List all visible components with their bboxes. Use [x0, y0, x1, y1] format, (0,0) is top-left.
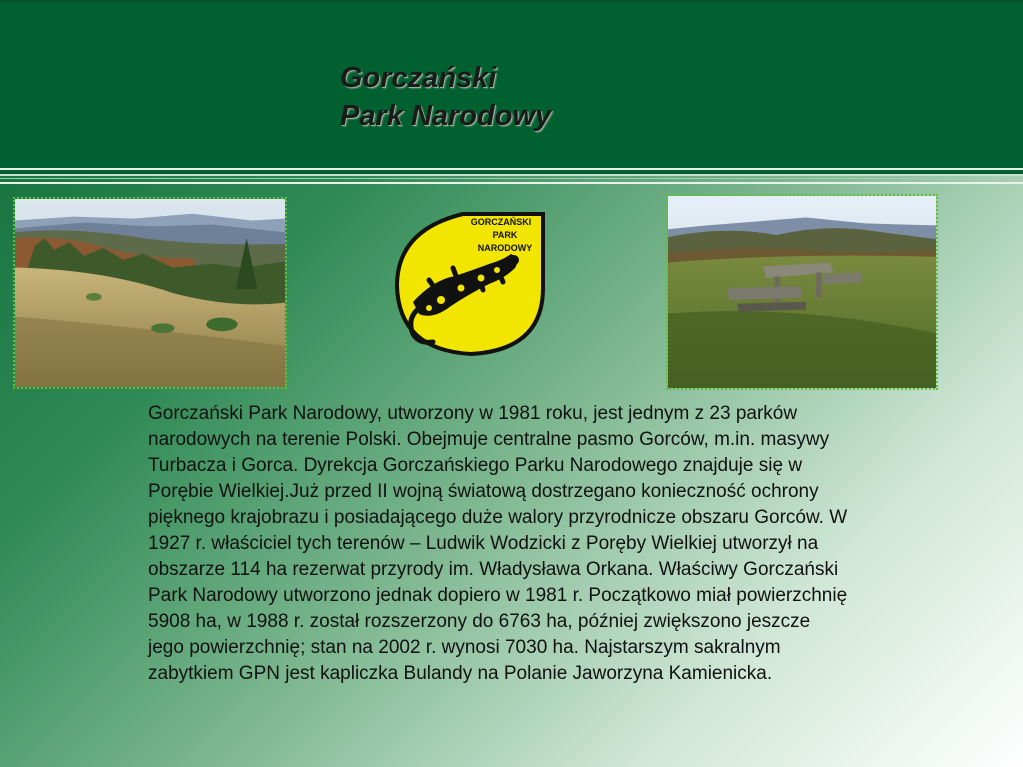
description-paragraph: Gorczański Park Narodowy, utworzony w 1981 roku, jest jednym z 23 parków narodowych na terenie Polski. Obejmuje centralne pasmo Gorców, m.in. masywy Turbacza i Gorca. Dyrekcja Gorczańskiego Parku Narodowego znajduje się w Porębie Wielkiej.Już przed II wojną światową dostrzegano konieczność ochrony pięknego krajobrazu i posiadającego duże walory przyrodnicze obszaru Gorców. W 1927 r. właściciel tych terenów – Ludwik Wodzicki z Poręby Wielkiej utworzył na obszarze 114 ha rezerwat przyrody im. Władysława Orkana. Właściwy Gorczański Park Narodowy utworzono jednak dopiero w 1981 r. Początkowo miał powierzchnię 5908 ha, w 1988 r. został rozszerzony do 6763 ha, później zwiększono jeszcze jego powierzchnię; stan na 2002 r. wynosi 7030 ha. Najstarszym sakralnym zabytkiem GPN jest kapliczka Bulandy na Polanie Jaworzyna Kamienicka.	[148, 403, 848, 684]
logo-text-line-1: GORCZAŃSKI	[470, 217, 532, 227]
title-line-2: Park Narodowy	[340, 100, 552, 132]
header-band	[0, 0, 1023, 175]
mountain-meadow-photo	[13, 197, 287, 389]
logo-text-line-3: NARODOWY	[477, 243, 533, 253]
slide-title	[340, 59, 551, 135]
picnic-table-meadow-photo	[666, 194, 938, 390]
title-line-1: Gorczański	[340, 62, 497, 94]
salamander-logo	[393, 210, 549, 358]
header-stripes	[0, 173, 1023, 187]
logo-text-line-2: PARK	[492, 230, 518, 240]
header-divider	[0, 168, 1023, 170]
